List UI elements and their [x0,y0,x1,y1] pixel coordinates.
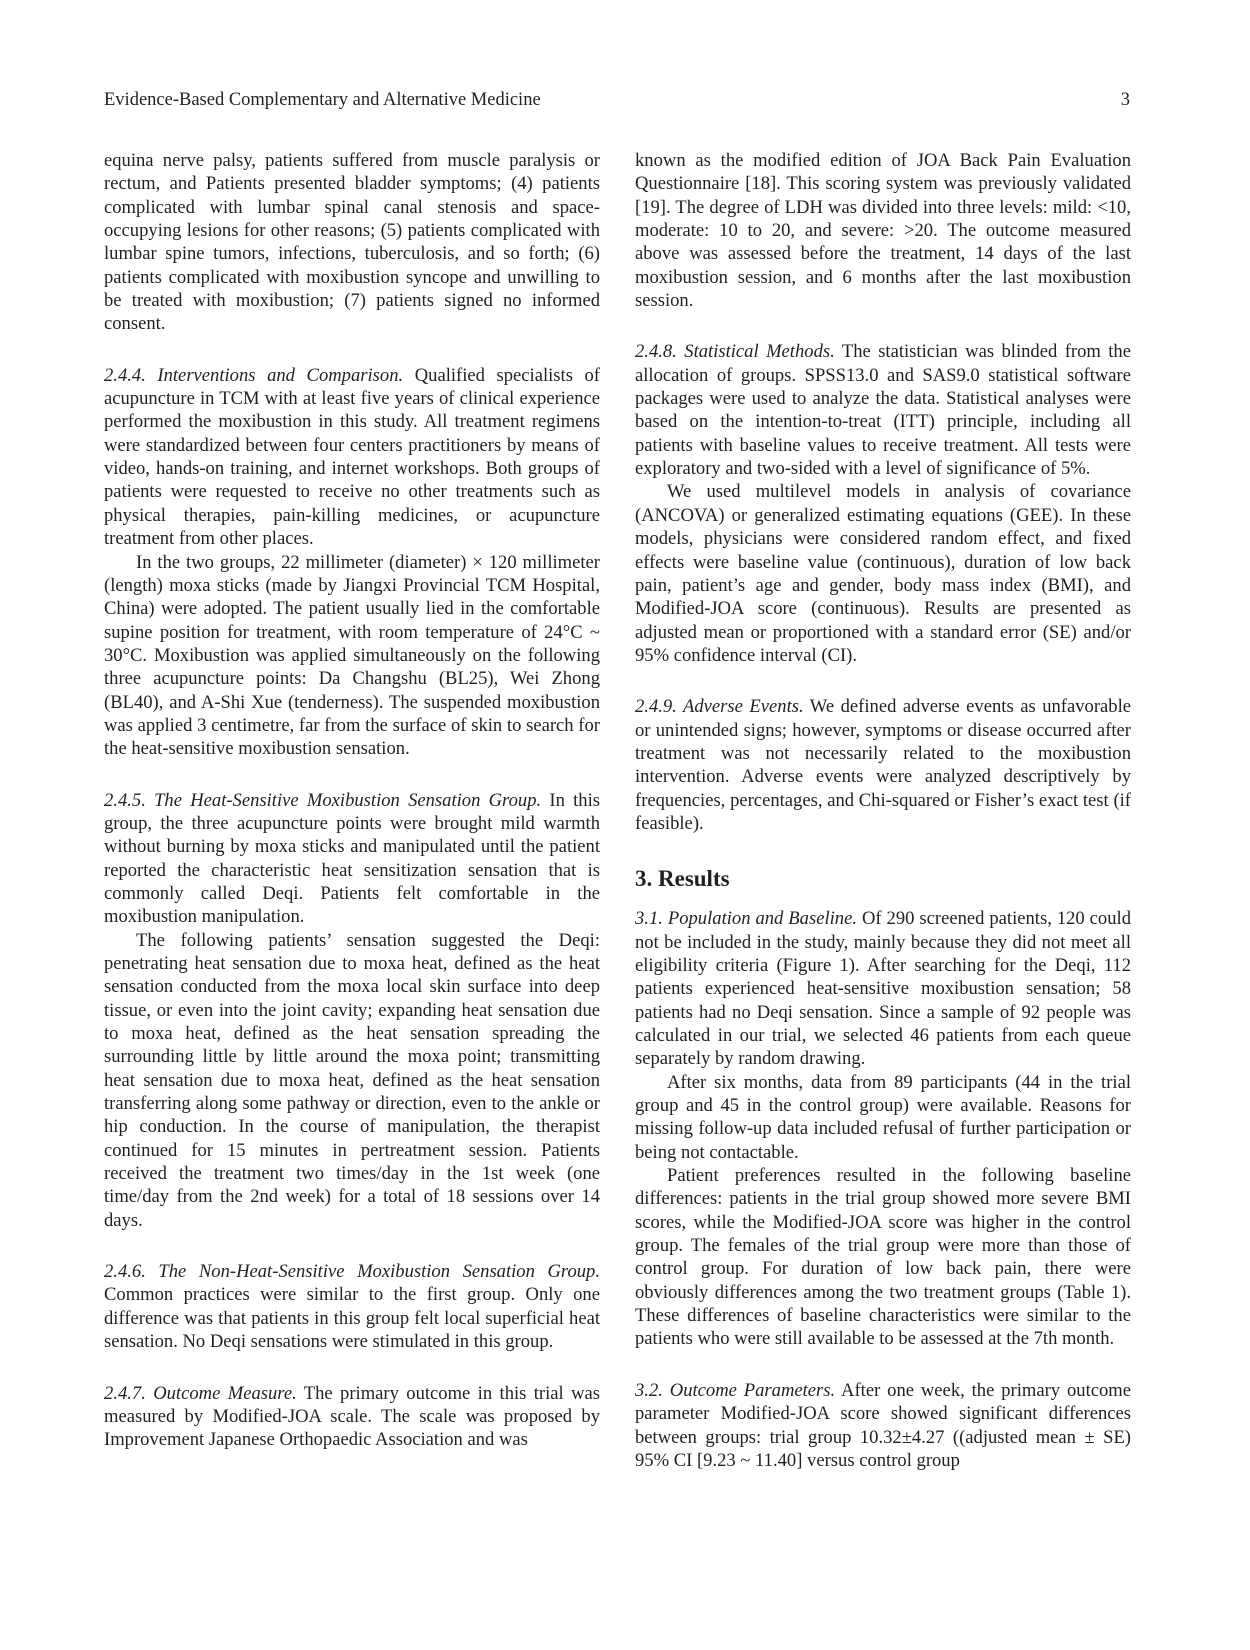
subsection-heading: 2.4.6. The Non-Heat-Sensitive Moxibustion Sensation Group. [104,1261,600,1283]
paragraph-text: ). After searching for the Deqi, 112 patients experienced heat-sensitive moxibustion sensation; 58 patients had no Deqi sensation. Since a sample of 92 people was calculated in our trial, we selected 46 patients from each queue separately by random drawing. [635,954,1131,1070]
left-column [104,149,600,1452]
section-2-4-7 [104,1382,600,1452]
paragraph-text: ). These differences of baseline characteristics were similar to the patients who were still available to be assessed at the 7th month. [635,1281,1131,1350]
subsection-heading: 2.4.9. Adverse Events. [635,696,804,718]
paragraph-outcome-measure-continued: known as the modified edition of JOA Back Pain Evaluation Questionnaire [18]. This scoring system was previously validated [19]. The degree of LDH was divided into three levels: mild: <10, moderate: 10 to 20, and severe: >20. The outcome measured above was assessed before the treatment, 14 days of the last moxibustion session, and 6 months after the last moxibustion session. [635,150,1131,312]
subsection-heading: 2.4.4. Interventions and Comparison. [104,364,404,386]
journal-title: Evidence-Based Complementary and Alternative Medicine [104,90,541,110]
paragraph-exclusion-criteria-continued: equina nerve palsy, patients suffered from muscle paralysis or rectum, and Patients presented bladder symptoms; (4) patients complicated with lumbar spinal canal stenosis and space-occupying lesions for other reasons; (5) patients complicated with lumbar spine tumors, infections, tuberculosis, and so forth; (6) patients complicated with moxibustion syncope and unwilling to be treated with moxibustion; (7) patients signed no informed consent. [104,150,600,335]
spacer [635,1351,1131,1379]
paragraph-text: Qualified specialists of acupuncture in TCM with at least five years of clinical experience performed the moxibustion in this study. All treatment regimens were standardized between four centers practitioners by means of video, hands-on training, and internet workshops. Both groups of patients were requested to receive no other treatments such as physical therapies, pain-killing medicines, or acupuncture treatment from other places. [104,364,600,550]
section-2-4-9 [635,695,1131,835]
paragraph-deqi-sensation: The following patients’ sensation suggested the Deqi: penetrating heat sensation due to moxa heat, defined as the heat sensation conducted from the moxa local skin surface into deep tissue, or even into the joint cavity; expanding heat sensation due to moxa heat, defined as the heat sensation spreading the surrounding little by little around the moxa point; transmitting heat sensation due to moxa heat, defined as the heat sensation transferring along some pathway or direction, even to the ankle or hip conduction. In the course of manipulation, the therapist continued for 15 minutes in pertreatment session. Patients received the treatment two times/day in the 1st week (one time/day from the 2nd week) for a total of 18 sessions over 14 days. [104,929,600,1231]
spacer [104,336,600,364]
section-2-4-5 [104,789,600,929]
section-3-2 [635,1379,1131,1472]
section-2-4-6 [104,1260,600,1353]
running-header [104,88,1130,112]
paragraph-text: The primary outcome in this trial was measured by Modified-JOA scale. The scale was proposed by Improvement Japanese Orthopaedic Association and was [104,1382,600,1451]
table-1-link[interactable]: Table 1 [1063,1281,1121,1303]
section-2-4-8 [635,340,1131,480]
section-3-1 [635,907,1131,1070]
paragraph-text: Of 290 screened patients, 120 could not be included in the study, mainly because they did not meet all eligibility criteria ( [635,908,1131,976]
paragraph-moxa-sticks: In the two groups, 22 millimeter (diameter) × 120 millimeter (length) moxa sticks (made by Jiangxi Provincial TCM Hospital, China) were adopted. The patient usually lied in the comfortable supine position for treatment, with room temperature of 24°C ~ 30°C. Moxibustion was applied simultaneously on the following three acupuncture points: Da Changshu (BL25), Wei Zhong (BL40), and A-Shi Xue (tenderness). The suspended moxibustion was applied 3 centimetre, far from the surface of skin to search for the heat-sensitive moxibustion sensation. [104,551,600,760]
page-number: 3 [1120,90,1130,110]
spacer [635,312,1131,340]
subsection-heading: 3.1. Population and Baseline. [635,908,857,930]
spacer [104,1232,600,1260]
paragraph-multilevel-models: We used multilevel models in analysis of covariance (ANCOVA) or generalized estimating equations (GEE). In these models, physicians were considered random effect, and fixed effects were baseline value (continuous), duration of low back pain, patient’s age and gender, body mass index (BMI), and Modified-JOA score (continuous). Results are presented as adjusted mean or proportioned with a standard error (SE) and/or 95% confidence interval (CI). [635,481,1131,666]
paragraph-text: The statistician was blinded from the allocation of groups. SPSS13.0 and SAS9.0 statistical software packages were used to analyze the data. Statistical analyses were based on the intention-to-treat (ITT) principle, including all patients with baseline values to receive treatment. All tests were exploratory and two-sided with a level of significance of 5%. [635,341,1131,480]
subsection-heading: 2.4.7. Outcome Measure. [104,1382,297,1404]
paragraph-baseline-differences [635,1164,1131,1351]
spacer [104,761,600,789]
paragraph-text: Common practices were similar to the first group. Only one difference was that patients in this group felt local superficial heat sensation. No Deqi sensations were stimulated in this group. [104,1284,600,1353]
subsection-heading: 3.2. Outcome Parameters. [635,1379,836,1401]
subsection-heading: 2.4.5. The Heat-Sensitive Moxibustion Sensation Group. [104,789,542,811]
paragraph-text: In this group, the three acupuncture points were brought mild warmth without burning by moxa sticks and manipulated until the patient reported the characteristic heat sensitization sensation that is commonly called Deqi. Patients felt comfortable in the moxibustion manipulation. [104,789,600,928]
paragraph-text: Patient preferences resulted in the following baseline differences: patients in the trial group showed more severe BMI scores, while the Modified-JOA score was higher in the control group. The females of the trial group were more than those of control group. For duration of low back pain, there were obviously differences among the two treatment groups ( [635,1165,1131,1303]
paragraph-text: After one week, the primary outcome parameter Modified-JOA score showed significant differences between groups: trial group 10.32±4.27 ((adjusted mean ± SE) 95% CI [9.23 ~ 11.40] versus control group [635,1379,1132,1471]
section-title-results: 3. Results [635,866,730,892]
spacer [635,835,1131,859]
spacer [104,1354,600,1382]
subsection-heading: 2.4.8. Statistical Methods. [635,341,835,363]
section-2-4-4 [104,364,600,551]
paragraph-text: We defined adverse events as unfavorable or unintended signs; however, symptoms or disease occurred after treatment was not necessarily related to the moxibustion intervention. Adverse events were analyzed descriptively by frequencies, percentages, and Chi-squared or Fisher’s exact test (if feasible). [635,696,1131,834]
figure-1-link[interactable]: Figure 1 [782,954,849,976]
paragraph-follow-up: After six months, data from 89 participants (44 in the trial group and 45 in the control group) were available. Reasons for missing follow-up data included refusal of further participation or being not contactable. [635,1071,1131,1163]
right-column [635,149,1131,1472]
spacer [635,667,1131,695]
